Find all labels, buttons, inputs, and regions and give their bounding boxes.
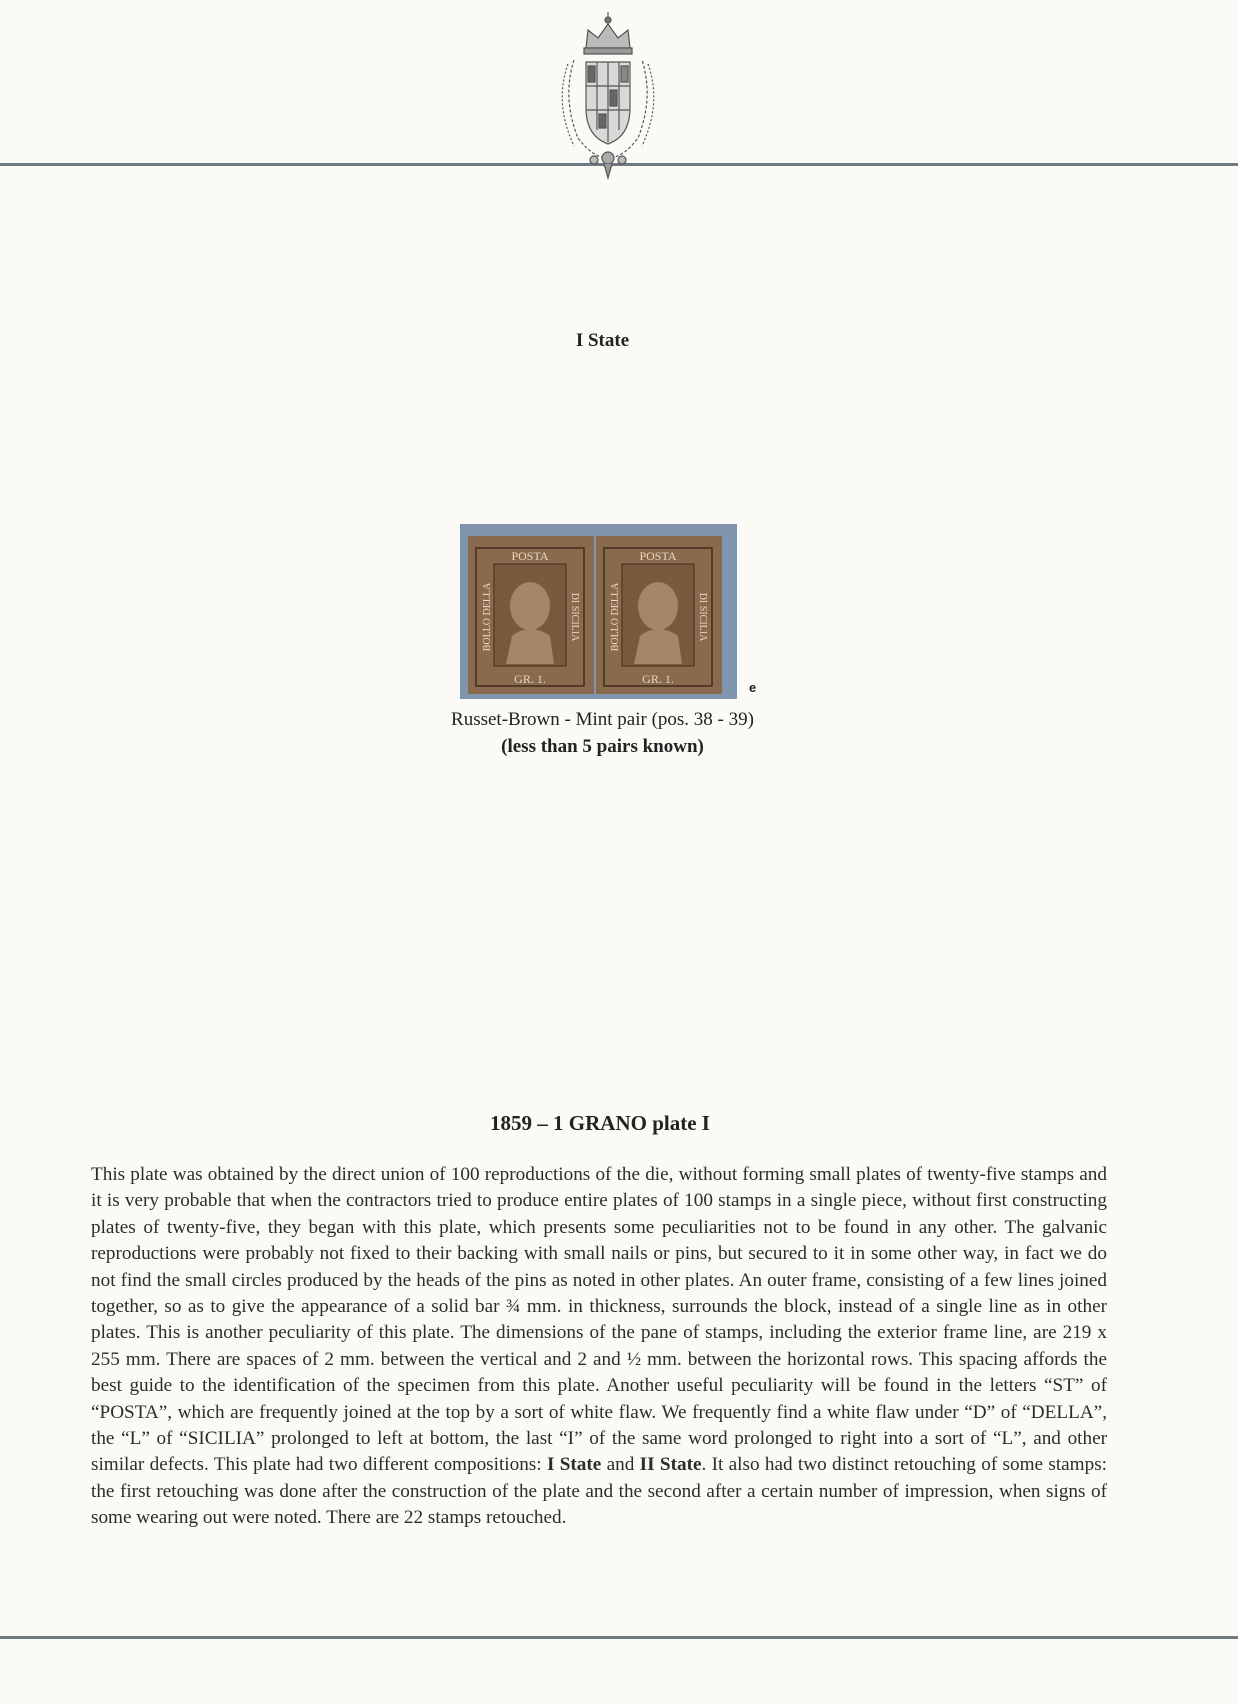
stamp-left-left-text: BOLLO DELLA: [482, 582, 493, 652]
stamp-right-top-text: POSTA: [639, 549, 677, 563]
bottom-divider: [0, 1636, 1238, 1639]
stamp-right: [596, 536, 722, 694]
state-title: I State: [575, 330, 630, 351]
stamp-left: [468, 536, 594, 694]
stamp-left-value-text: GR. 1.: [514, 672, 546, 686]
stamp-right-right-text: DI SICILIA: [697, 592, 708, 642]
stamp-mark: e: [749, 680, 757, 695]
description-paragraph: [91, 1162, 1107, 1532]
stamp-right-value-text: GR. 1.: [642, 672, 674, 686]
description-text-1: This plate was obtained by the direct union of 100 reproductions of the die, without forming small plates of twenty-five stamps and it is very probable that when the contractors tried to produce entire plates of 100 stamps in a single piece, without first constructing plates of twenty-five, they began with this plate, which presents some peculiarities not to be found in any other. The galvanic reproductions were probably not fixed to their backing with small nails or pins, but secured to it in some other way, in fact we do not find the small circles produced by the heads of the pins as noted in other plates. An outer frame, consisting of a few lines joined together, so as to give the appearance of a solid bar ¾ mm. in thickness, surrounds the block, instead of a single line as in other plates. This is another peculiarity of this plate. The dimensions of the pane of stamps, including the exterior frame line, are 219 x 255 mm. There are spaces of 2 mm. between the vertical and 2 and ½ mm. between the horizontal rows. This spacing affords the best guide to the identification of the specimen from this plate. Another useful peculiarity will be found in the letters “ST” of “POSTA”, which are frequently joined at the top by a sort of white flaw. We frequently find a white flaw under “D” of “DELLA”, the “L” of “SICILIA” prolonged to left at bottom, the last “I” of the same word prolonged to right into a sort of “L”, and other similar defects. This plate had two different compositions:: [91, 1164, 1107, 1476]
stamp-right-left-text: BOLLO DELLA: [610, 582, 621, 652]
description-text-3: . It also had two distinct retouching of some stamps: the first retouching was done after the construction of the plate and the second after a certain number of impression, when signs of some wearing out were noted. There are 22 stamps retouched.: [91, 1454, 1107, 1529]
stamp-left-top-text: POSTA: [511, 549, 549, 563]
section-title: 1859 – 1 GRANO plate I: [490, 1111, 710, 1135]
stamp-rarity-note: (less than 5 pairs known): [501, 736, 704, 757]
description-text-2: and: [601, 1454, 640, 1476]
description-bold-1: I State: [546, 1454, 602, 1476]
stamp-caption: Russet-Brown - Mint pair (pos. 38 - 39): [451, 709, 754, 730]
description-bold-2: II State: [639, 1454, 702, 1476]
royal-coat-of-arms-icon: [548, 8, 668, 180]
stamp-pair-image: [460, 524, 737, 699]
stamp-left-right-text: DI SICILIA: [569, 592, 580, 642]
